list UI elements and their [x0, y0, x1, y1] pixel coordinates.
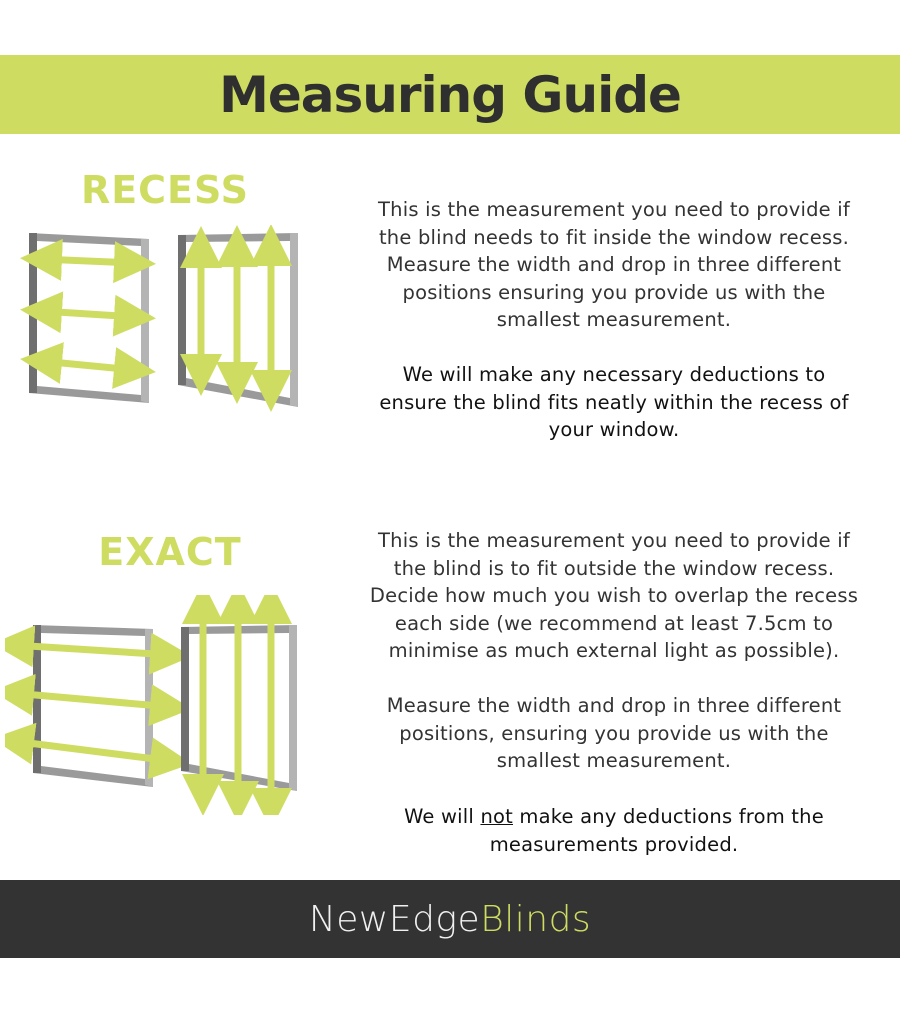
- window-frame-drop-arrows-icon: [178, 233, 298, 407]
- text-line: the blind is to fit outside the window recess.: [393, 556, 835, 580]
- text-line: This is the measurement you need to provide if: [378, 198, 850, 221]
- text-line: Decide how much you wish to overlap the recess: [369, 584, 859, 607]
- exact-instructions: [350, 692, 878, 775]
- text-segment: We will: [404, 805, 481, 828]
- exact-note: [350, 803, 878, 858]
- text-line: We will make any necessary deductions to: [402, 363, 826, 386]
- recess-description: [350, 196, 878, 334]
- text-line: Measure the width and drop in three different: [386, 694, 842, 717]
- text-line: each side (we recommend at least 7.5cm to: [394, 611, 834, 635]
- text-line: measurements provided.: [489, 832, 739, 856]
- window-frame-width-arrows-icon: [13, 625, 171, 787]
- window-frame-width-arrows-icon: [29, 233, 149, 403]
- text-line: positions, ensuring you provide us with the: [399, 721, 829, 745]
- text-line: This is the measurement you need to provide if: [378, 529, 850, 552]
- text-line: ensure the blind fits neatly within the recess of: [379, 390, 849, 414]
- window-frame-drop-arrows-icon: [181, 603, 297, 809]
- brand-part-2: Blinds: [480, 898, 592, 940]
- brand-logo: [309, 899, 591, 940]
- recess-note: [350, 361, 878, 444]
- text-line: your window.: [548, 418, 680, 441]
- text-line: smallest measurement.: [496, 749, 732, 772]
- footer-band: [0, 880, 900, 958]
- text-line: [350, 803, 878, 831]
- exact-heading: EXACT: [98, 530, 242, 574]
- text-line: minimise as much external light as possible).: [388, 639, 840, 662]
- text-line: smallest measurement.: [496, 308, 732, 331]
- text-line: the blind needs to fit inside the window recess.: [378, 225, 850, 249]
- text-line: positions ensuring you provide us with the: [402, 280, 826, 304]
- title-band: [0, 55, 900, 134]
- exact-description: [350, 527, 878, 665]
- page-title: Measuring Guide: [219, 65, 681, 124]
- text-segment: make any deductions from the: [512, 805, 824, 828]
- text-line: Measure the width and drop in three different: [386, 253, 842, 276]
- recess-heading: RECESS: [80, 168, 250, 212]
- underlined-not: not: [480, 805, 513, 828]
- exact-illustration: [5, 595, 315, 815]
- recess-illustration: [15, 225, 315, 415]
- brand-part-1: NewEdge: [308, 898, 481, 940]
